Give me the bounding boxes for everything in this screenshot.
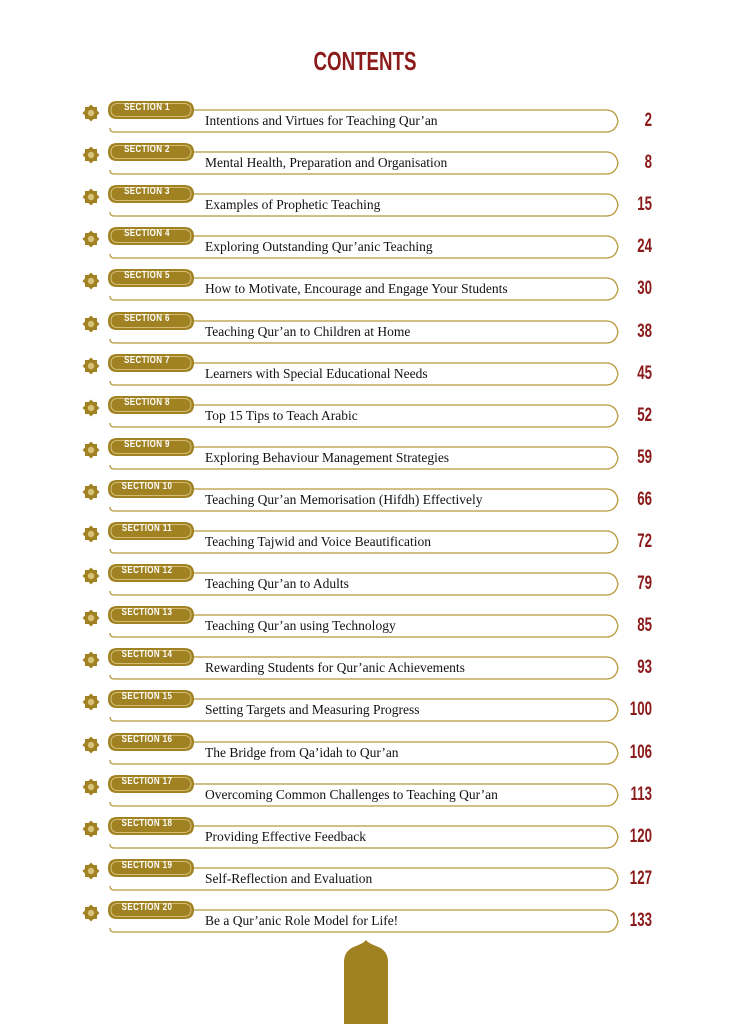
star-ornament-icon (80, 734, 102, 756)
section-label: SECTION 15 (121, 691, 173, 703)
toc-entry[interactable] (0, 228, 730, 270)
entry-title[interactable]: Overcoming Common Challenges to Teaching Qur’an (205, 786, 498, 802)
entry-title[interactable]: How to Motivate, Encourage and Engage Your Students (205, 281, 508, 297)
toc-entry[interactable] (0, 649, 730, 691)
page-number[interactable]: 45 (637, 362, 652, 384)
toc-entry[interactable] (0, 144, 730, 186)
section-label: SECTION 10 (121, 480, 173, 492)
section-label: SECTION 14 (121, 649, 173, 661)
section-badge (106, 184, 194, 203)
section-badge (106, 100, 194, 119)
entry-title[interactable]: Exploring Outstanding Qur’anic Teaching (205, 239, 433, 255)
entry-title[interactable]: Teaching Qur’an to Adults (205, 576, 349, 592)
star-ornament-icon (80, 523, 102, 545)
toc-entry[interactable] (0, 438, 730, 481)
page-number[interactable]: 30 (637, 278, 652, 300)
star-ornament-icon (80, 607, 102, 629)
section-badge (106, 689, 194, 708)
entry-title[interactable]: Learners with Special Educational Needs (205, 365, 428, 381)
section-badge (106, 732, 194, 751)
section-badge (106, 563, 194, 582)
section-label: SECTION 12 (121, 565, 173, 577)
section-label: SECTION 17 (121, 775, 173, 787)
star-ornament-icon (80, 144, 102, 166)
section-badge (106, 605, 194, 624)
entry-title[interactable]: Providing Effective Feedback (205, 828, 366, 844)
page-number[interactable]: 100 (629, 699, 652, 721)
toc-entry[interactable] (0, 480, 730, 523)
section-badge (106, 226, 194, 245)
toc-entry[interactable] (0, 607, 730, 649)
entry-title[interactable]: The Bridge from Qa’idah to Qur’an (205, 744, 399, 760)
section-label: SECTION 5 (124, 270, 170, 282)
section-label: SECTION 3 (124, 186, 170, 198)
toc-entry[interactable] (0, 817, 730, 860)
star-ornament-icon (80, 860, 102, 882)
entry-title[interactable]: Teaching Qur’an using Technology (205, 618, 396, 634)
section-label: SECTION 8 (124, 396, 170, 408)
entry-title[interactable]: Be a Qur’anic Role Model for Life! (205, 912, 399, 928)
section-label: SECTION 16 (121, 733, 173, 745)
entry-title[interactable]: Setting Targets and Measuring Progress (205, 702, 420, 718)
entry-title[interactable]: Exploring Behaviour Management Strategies (205, 449, 450, 465)
star-ornament-icon (80, 776, 102, 798)
page-number[interactable]: 93 (637, 657, 652, 679)
entry-title[interactable]: Mental Health, Preparation and Organisation (205, 155, 448, 171)
section-badge (106, 774, 194, 793)
section-label: SECTION 20 (121, 901, 173, 913)
page-number[interactable]: 59 (637, 446, 652, 468)
section-label: SECTION 2 (124, 144, 170, 156)
star-ornament-icon (80, 818, 102, 840)
star-ornament-icon (80, 186, 102, 208)
toc-entry[interactable] (0, 102, 730, 144)
star-ornament-icon (80, 102, 102, 124)
page-number[interactable]: 85 (637, 615, 652, 637)
section-label: SECTION 6 (124, 312, 170, 324)
star-ornament-icon (80, 397, 102, 419)
section-label: SECTION 7 (124, 354, 170, 366)
page-number[interactable]: 120 (629, 825, 652, 847)
section-label: SECTION 9 (124, 438, 170, 450)
section-badge (106, 268, 194, 287)
toc-entry[interactable] (0, 691, 730, 733)
entry-title[interactable]: Top 15 Tips to Teach Arabic (205, 407, 358, 423)
page-number[interactable]: 8 (644, 152, 652, 174)
star-ornament-icon (80, 439, 102, 461)
star-ornament-icon (80, 649, 102, 671)
entry-title[interactable]: Self-Reflection and Evaluation (205, 870, 373, 886)
toc-entry[interactable] (0, 186, 730, 228)
toc-entry[interactable] (0, 859, 730, 902)
toc-entry[interactable] (0, 733, 730, 776)
page-number[interactable]: 52 (637, 404, 652, 426)
entry-title[interactable]: Intentions and Virtues for Teaching Qur’an (205, 113, 438, 128)
toc-entry[interactable] (0, 523, 730, 565)
section-label: SECTION 1 (124, 102, 170, 113)
toc-entry[interactable] (0, 354, 730, 397)
star-ornament-icon (80, 228, 102, 250)
section-badge (106, 858, 194, 877)
entry-title[interactable]: Teaching Qur’an to Children at Home (205, 323, 411, 339)
page-number[interactable]: 38 (637, 320, 652, 342)
page-number[interactable]: 2 (644, 110, 652, 131)
page-number[interactable]: 66 (637, 488, 652, 510)
page-number[interactable]: 24 (637, 236, 652, 258)
section-badge (106, 437, 194, 456)
page-number[interactable]: 72 (637, 531, 652, 552)
toc-entry[interactable] (0, 396, 730, 439)
toc-entry[interactable] (0, 565, 730, 607)
section-badge (106, 900, 194, 919)
section-badge (106, 311, 194, 330)
section-badge (106, 521, 194, 540)
star-ornament-icon (80, 270, 102, 292)
page-number[interactable]: 133 (629, 909, 652, 931)
entry-title[interactable]: Rewarding Students for Qur’anic Achievements (205, 660, 465, 676)
section-label: SECTION 11 (121, 523, 173, 534)
section-badge (106, 816, 194, 835)
star-ornament-icon (80, 565, 102, 587)
section-badge (106, 479, 194, 498)
toc-entry[interactable] (0, 901, 730, 944)
page-number[interactable]: 15 (637, 194, 652, 216)
entry-title[interactable]: Examples of Prophetic Teaching (205, 197, 381, 213)
page-number[interactable]: 106 (629, 741, 652, 763)
page-number[interactable]: 127 (629, 867, 652, 889)
section-label: SECTION 19 (121, 859, 173, 871)
page-number[interactable]: 113 (630, 783, 652, 805)
page-number[interactable]: 79 (637, 573, 652, 595)
entry-title[interactable]: Teaching Tajwid and Voice Beautification (205, 534, 432, 549)
toc-entry[interactable] (0, 775, 730, 818)
entry-title[interactable]: Teaching Qur’an Memorisation (Hifdh) Effectively (205, 491, 483, 507)
section-badge (106, 142, 194, 161)
section-badge (106, 395, 194, 414)
toc-entry[interactable] (0, 312, 730, 355)
page-title: CONTENTS (313, 46, 417, 76)
section-badge (106, 353, 194, 372)
section-badge (106, 647, 194, 666)
section-label: SECTION 4 (124, 228, 170, 240)
star-ornament-icon (80, 902, 102, 924)
star-ornament-icon (80, 313, 102, 335)
section-label: SECTION 13 (121, 607, 173, 619)
toc-entry[interactable] (0, 270, 730, 312)
arch-ornament (344, 940, 388, 1024)
section-label: SECTION 18 (121, 817, 173, 829)
star-ornament-icon (80, 691, 102, 713)
star-ornament-icon (80, 481, 102, 503)
star-ornament-icon (80, 355, 102, 377)
